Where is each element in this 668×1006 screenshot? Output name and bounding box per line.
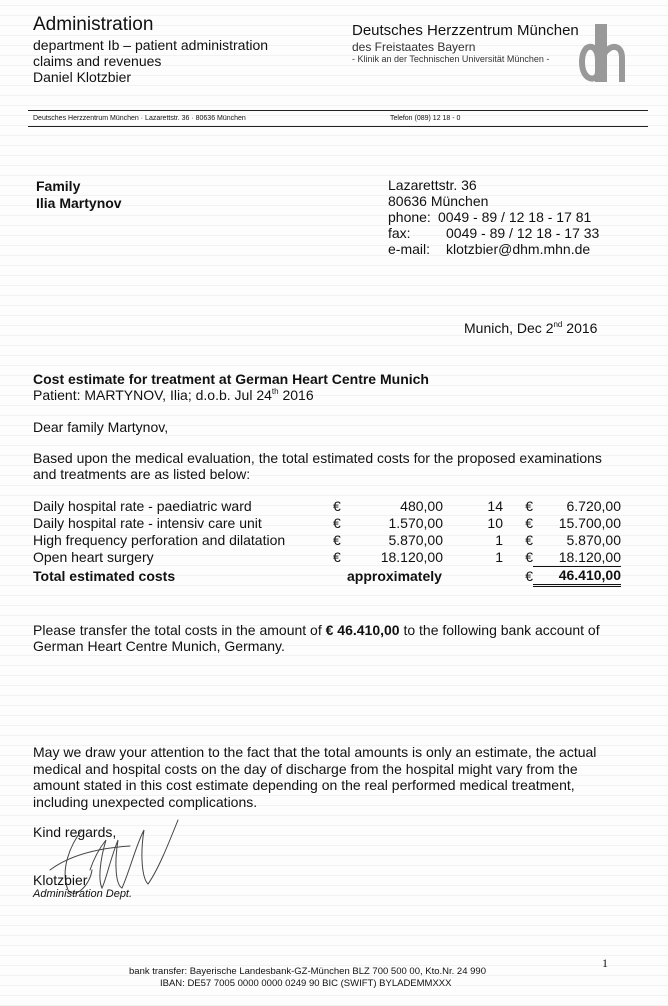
transfer-amount: € 46.410,00 [325, 622, 400, 638]
header-admin-line1: department Ib – patient administration [33, 37, 269, 53]
header-hospital-title: Deutsches Herzzentrum München [352, 22, 579, 39]
contact-city: 80636 München [388, 193, 489, 209]
contact-phone: 0049 - 89 / 12 18 - 17 81 [438, 209, 592, 225]
note-line4: including unexpected complications. [33, 794, 258, 810]
cost-desc: Daily hospital rate - paediatric ward [33, 498, 252, 514]
recipient-line2: Ilia Martynov [36, 195, 122, 211]
transfer-line2: German Heart Centre Munich, Germany. [33, 638, 285, 654]
page-number: 1 [602, 956, 608, 970]
cost-qty: 10 [487, 515, 503, 531]
header-admin-line3: Daniel Klotzbier [33, 69, 132, 85]
contact-street: Lazarettstr. 36 [388, 177, 477, 193]
patient-prefix: Patient: MARTYNOV, Ilia; d.o.b. Jul 24 [33, 387, 272, 403]
cost-row [33, 515, 621, 532]
date-prefix: Munich, Dec 2 [464, 320, 554, 336]
patient-line [33, 387, 314, 404]
footer-line2: IBAN: DE57 7005 0000 0000 0249 90 BIC (SWIFT) BYLADEMMXXX [160, 978, 452, 989]
cost-price: 5.870,00 [388, 532, 443, 548]
header-rule-top [28, 110, 648, 111]
cost-price: 18.120,00 [380, 549, 443, 566]
cost-total-currency: € [525, 498, 533, 514]
patient-suffix: th [271, 387, 279, 396]
cost-row [33, 498, 621, 515]
cost-qty: 14 [487, 498, 503, 514]
note-line3: amount stated in this cost estimate depending on the real performed medical treatment, [33, 777, 575, 793]
transfer-post: to the following bank account of [399, 622, 600, 638]
contact-email-label: e-mail: [388, 241, 431, 257]
header-admin-title: Administration [33, 14, 154, 35]
cost-row [33, 532, 621, 549]
cost-currency: € [333, 498, 341, 514]
signer-name: Klotzbier [33, 872, 88, 888]
total-qualifier: approximately [347, 567, 442, 584]
cost-total-currency: € [525, 532, 533, 548]
note-line2: medical and hospital costs on the day of discharge from the hospital might vary from the [33, 761, 578, 777]
intro-line2: and treatments are as listed below: [33, 466, 251, 482]
cost-desc: High frequency perforation and dilatation [33, 532, 286, 548]
cost-total: 15.700,00 [558, 515, 621, 531]
intro-line1: Based upon the medical evaluation, the total estimated costs for the proposed examinations [33, 450, 602, 466]
subject-line: Cost estimate for treatment at German Heart Centre Munich [33, 371, 429, 387]
cost-desc: Open heart surgery [33, 549, 154, 566]
transfer-line1 [33, 622, 600, 639]
note-line1: May we draw your attention to the fact that the total amounts is only an estimate, the actual [33, 744, 597, 760]
sender-phone: Telefon (089) 12 18 - 0 [390, 115, 461, 122]
header-admin-line2: claims and revenues [33, 53, 162, 69]
cost-total: 6.720,00 [566, 498, 621, 514]
footer-line1: bank transfer: Bayerische Landesbank-GZ-München BLZ 700 500 00, Kto.Nr. 24 990 [129, 966, 486, 977]
salutation: Dear family Martynov, [33, 419, 169, 435]
date-year: 2016 [562, 320, 598, 336]
cost-currency: € [333, 515, 341, 531]
sender-line: Deutsches Herzzentrum München · Lazarettstr. 36 · 80636 München [33, 115, 246, 122]
total-label: Total estimated costs [33, 567, 176, 584]
total-value: 46.410,00 [533, 567, 621, 586]
cost-total: 5.870,00 [566, 532, 621, 548]
cost-total-currency: € [525, 549, 533, 566]
cost-qty: 1 [495, 549, 503, 566]
cost-qty: 1 [495, 532, 503, 548]
contact-fax-label: fax: [388, 225, 411, 241]
contact-fax: 0049 - 89 / 12 18 - 17 33 [446, 225, 600, 241]
contact-phone-label: phone: [388, 209, 431, 225]
cost-total-row [33, 567, 621, 586]
cost-table [33, 498, 621, 587]
cost-row [33, 549, 621, 567]
cost-price: 480,00 [400, 498, 443, 514]
patient-year: 2016 [278, 387, 314, 403]
letter-date [464, 320, 597, 337]
cost-currency: € [333, 549, 341, 566]
header-hospital-line2: - Klinik an der Technischen Universität München - [352, 54, 550, 64]
cost-currency: € [333, 532, 341, 548]
total-currency: € [525, 567, 533, 584]
cost-price: 1.570,00 [388, 515, 443, 531]
transfer-pre: Please transfer the total costs in the amount of [33, 622, 326, 638]
contact-email[interactable]: klotzbier@dhm.mhn.de [446, 241, 591, 257]
dhm-logo [578, 20, 628, 90]
cost-total: 18.120,00 [533, 549, 621, 567]
cost-desc: Daily hospital rate - intensiv care unit [33, 515, 262, 531]
recipient-line1: Family [36, 178, 81, 194]
header-hospital-line1: des Freistaates Bayern [352, 40, 476, 54]
signer-dept: Administration Dept. [33, 888, 133, 900]
closing: Kind regards, [33, 824, 117, 840]
header-rule-bottom [28, 126, 648, 127]
cost-total-currency: € [525, 515, 533, 531]
date-suffix: nd [553, 320, 563, 329]
